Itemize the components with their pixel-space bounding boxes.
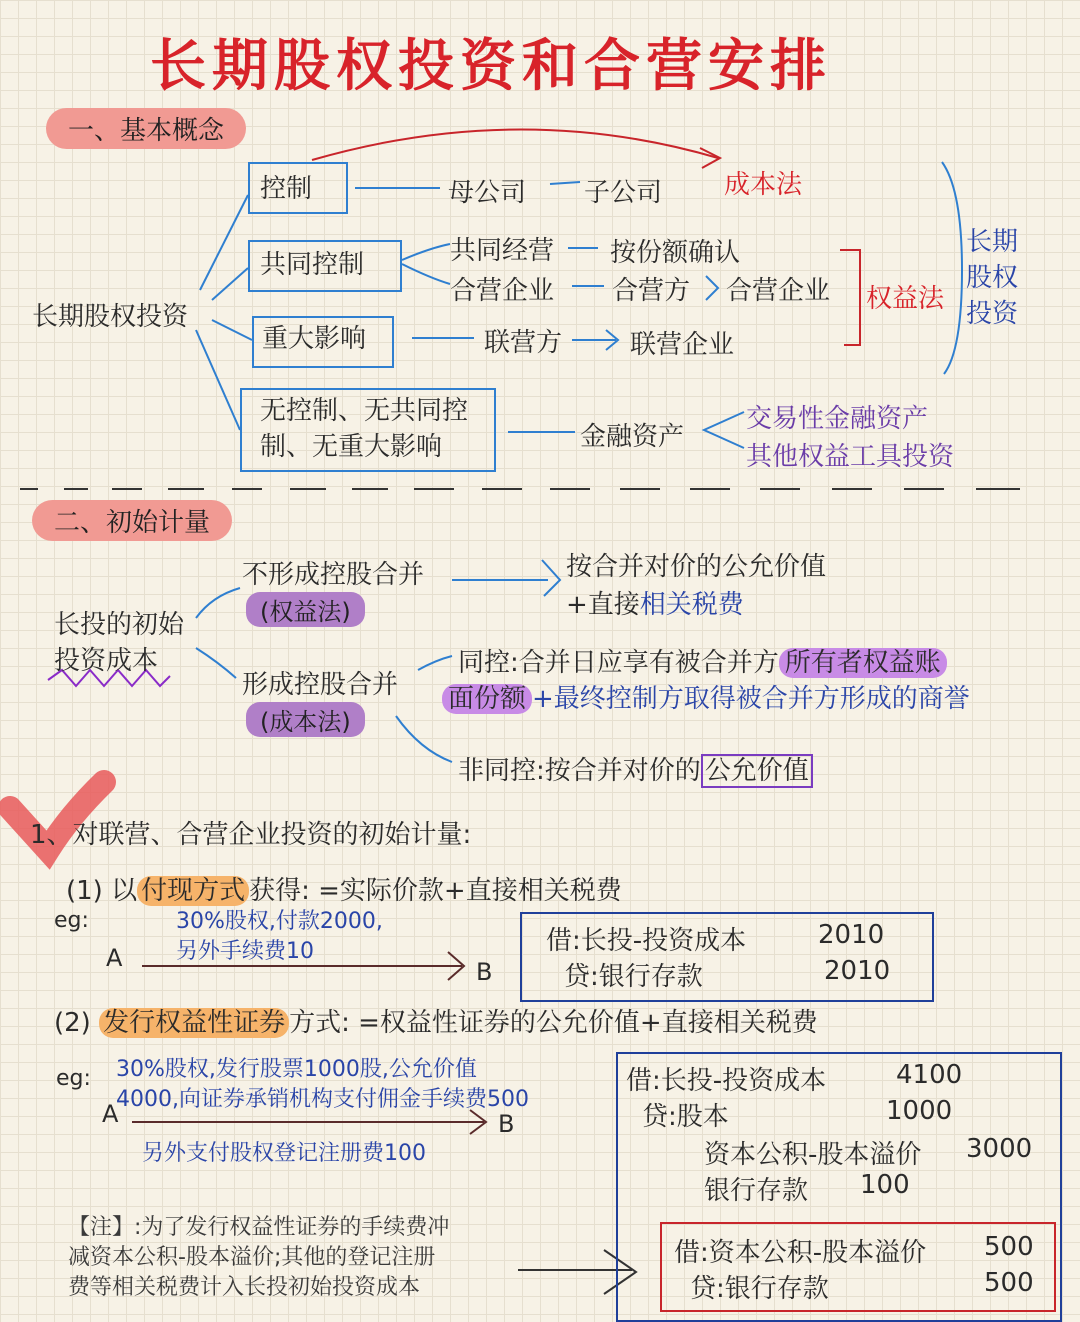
entry2-credit-amount: 1000 [886, 1096, 953, 1126]
same-control-line2: 面份额 +最终控制方取得被合并方形成的商誉 [442, 678, 970, 715]
eg1-line2: 另外手续费10 [176, 939, 314, 964]
control-label: 控制 [260, 174, 313, 204]
joint-venturer: 合营方 [612, 276, 691, 306]
cost-method-tag: (成本法) [246, 702, 365, 737]
eg2-line3: 另外支付股权登记注册费100 [142, 1141, 426, 1166]
root-node: 长期股权投资 [32, 302, 189, 332]
cost-method: 成本法 [724, 170, 803, 200]
trading-asset: 交易性金融资产 [746, 404, 929, 434]
associate-investor: 联营方 [484, 328, 563, 358]
eg2-A: A [102, 1100, 119, 1128]
non-control-result2: +直接相关税费 [566, 590, 744, 620]
equity-method-tag: (权益法) [246, 592, 365, 627]
associate: 联营企业 [630, 330, 735, 360]
eg1-line1: 30%股权,付款2000, [176, 909, 383, 934]
control-merge: 形成控股合并 [242, 670, 399, 700]
part1-heading: 1、对联营、合营企业投资的初始计量: [30, 820, 472, 850]
no-control-line2: 制、无重大影响 [260, 432, 443, 462]
initial-cost-line2: 投资成本 [54, 646, 159, 676]
subsidiary: 子公司 [584, 178, 663, 208]
initial-cost-line1: 长投的初始 [54, 610, 185, 640]
significant-influence-label: 重大影响 [262, 324, 367, 354]
entry2-debit-amount: 4100 [896, 1060, 963, 1090]
page-title: 长期股权投资和合营安排 [150, 34, 832, 99]
section2-label: 二、初始计量 [32, 500, 232, 541]
entry3-debit: 借:资本公积-股本溢价 [674, 1238, 927, 1268]
entry1-debit-amount: 2010 [818, 920, 885, 950]
entry2-credit: 贷:股本 [642, 1102, 729, 1132]
eg1-B: B [476, 958, 493, 986]
entry1-credit: 贷:银行存款 [564, 962, 703, 992]
entry2-line3: 资本公积-股本溢价 [704, 1140, 922, 1170]
other-equity: 其他权益工具投资 [746, 442, 955, 472]
non-control-merge: 不形成控股合并 [242, 560, 425, 590]
entry3-credit: 贷:银行存款 [690, 1274, 829, 1304]
non-same-control: 非同控:按合并对价的 公允价值 [458, 750, 813, 787]
section1-label: 一、基本概念 [46, 108, 246, 149]
equity-method-line: (2) 发行权益性证券 方式: =权益性证券的公允价值+直接相关税费 [54, 1008, 818, 1038]
share-recognize: 按份额确认 [610, 238, 741, 268]
equity-method: 权益法 [866, 284, 945, 314]
eg1-A: A [106, 944, 123, 972]
entry2-line4-amount: 100 [860, 1170, 910, 1200]
note-line1: 【注】:为了发行权益性证券的手续费冲 [68, 1215, 450, 1240]
entry2-debit: 借:长投-投资成本 [626, 1066, 827, 1096]
eg1-label: eg: [54, 908, 89, 933]
joint-control-label: 共同控制 [260, 250, 365, 280]
joint-operation: 共同经营 [450, 236, 555, 266]
eg2-line1: 30%股权,发行股票1000股,公允价值 [116, 1057, 477, 1082]
entry2-line4: 银行存款 [704, 1176, 809, 1206]
eg2-B: B [498, 1110, 515, 1138]
joint-venture-entity: 合营企业 [726, 276, 831, 306]
financial-asset: 金融资产 [580, 422, 685, 452]
note-line2: 减资本公积-股本溢价;其他的登记注册 [68, 1245, 436, 1270]
entry1-credit-amount: 2010 [824, 956, 891, 986]
parent-company: 母公司 [448, 178, 527, 208]
entry3-debit-amount: 500 [984, 1232, 1034, 1262]
cash-method-line: (1) 以 付现方式 获得: =实际价款+直接相关税费 [66, 876, 622, 906]
non-control-result1: 按合并对价的公允价值 [566, 552, 827, 582]
entry2-line3-amount: 3000 [966, 1134, 1033, 1164]
joint-venture: 合营企业 [450, 276, 555, 306]
no-control-line1: 无控制、无共同控 [260, 396, 469, 426]
entry1-debit: 借:长投-投资成本 [546, 926, 747, 956]
note-line3: 费等相关税费计入长投初始投资成本 [68, 1275, 421, 1300]
eg2-line2: 4000,向证券承销机构支付佣金手续费500 [116, 1087, 529, 1112]
right-label: 长期股权投资 [966, 227, 1019, 329]
same-control-line1: 同控:合并日应享有被合并方 所有者权益账 [458, 642, 947, 679]
eg2-label: eg: [56, 1066, 91, 1091]
entry3-credit-amount: 500 [984, 1268, 1034, 1298]
